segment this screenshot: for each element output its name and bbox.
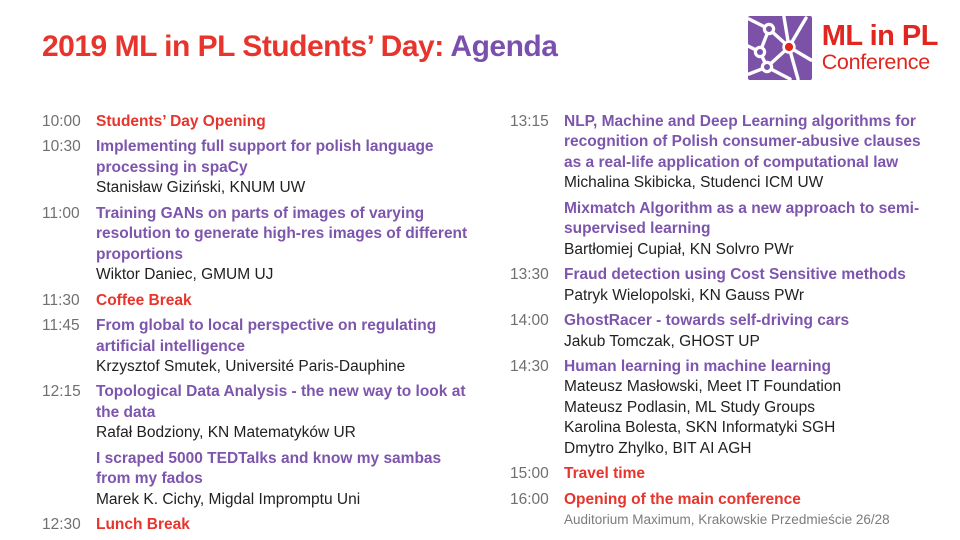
entry-time: 12:15 <box>42 383 81 401</box>
entry-title: Travel time <box>564 465 645 483</box>
slide-header <box>42 20 938 80</box>
agenda-entry <box>42 316 470 377</box>
entry-speaker: Marek K. Cichy, Migdal Impromptu Uni <box>96 490 361 508</box>
entry-speaker: Jakub Tomczak, GHOST UP <box>564 332 760 350</box>
entry-speaker: Mateusz Masłowski, Meet IT Foundation <box>564 378 842 396</box>
agenda-entry <box>42 291 470 311</box>
entry-time: 16:00 <box>510 490 549 508</box>
agenda-entry <box>42 204 470 286</box>
page-title-purple: Agenda <box>450 30 558 63</box>
agenda-entry <box>510 357 938 459</box>
entry-time: 14:00 <box>510 312 549 330</box>
agenda-column-right <box>510 112 938 540</box>
entry-title: Topological Data Analysis - the new way to look at the data <box>96 383 466 421</box>
entry-speaker: Krzysztof Smutek, Université Paris-Dauphine <box>96 357 406 375</box>
entry-title: I scraped 5000 TEDTalks and know my sambas from my fados <box>96 449 442 488</box>
agenda-entry <box>42 515 470 535</box>
agenda-column-left <box>42 112 470 540</box>
entry-speaker: Wiktor Daniec, GMUM UJ <box>96 266 274 284</box>
entry-time: 11:00 <box>42 204 80 222</box>
entry-speaker: Bartłomiej Cupiał, KN Solvro PWr <box>564 240 794 258</box>
agenda-entry <box>510 265 938 306</box>
agenda-entry <box>510 464 938 484</box>
entry-time <box>42 449 86 510</box>
entry-speaker: Dmytro Zhylko, BIT AI AGH <box>564 439 752 457</box>
entry-title: From global to local perspective on regulating artificial intelligence <box>96 317 437 355</box>
entry-time: 11:45 <box>42 317 80 335</box>
entry-speaker: Rafał Bodziony, KN Matematyków UR <box>96 424 356 442</box>
page-title-red: 2019 ML in PL Students’ Day: <box>42 30 451 63</box>
logo-text <box>822 22 938 74</box>
entry-speaker: Michalina Skibicka, Studenci ICM UW <box>564 174 824 192</box>
agenda-grid <box>42 112 938 540</box>
agenda-entry <box>510 199 938 260</box>
entry-title: Opening of the main conference <box>564 490 801 508</box>
entry-speaker: Mateusz Podlasin, ML Study Groups <box>564 398 815 416</box>
entry-title: Lunch Break <box>96 516 190 534</box>
entry-time: 13:15 <box>510 113 549 130</box>
entry-title: NLP, Machine and Deep Learning algorithms for recognition of Polish consumer-abusive clauses as a real-life application of computational law <box>564 113 921 171</box>
logo-subtitle: Conference <box>821 50 930 75</box>
entry-title: Students’ Day Opening <box>96 113 266 130</box>
entry-title: Fraud detection using Cost Sensitive methods <box>564 266 906 284</box>
entry-title: GhostRacer - towards self-driving cars <box>564 312 850 330</box>
agenda-entry <box>42 112 470 132</box>
entry-venue-note: Auditorium Maximum, Krakowskie Przedmieście 26/28 <box>564 512 890 528</box>
network-graph-icon <box>748 16 812 80</box>
entry-title: Coffee Break <box>96 291 192 309</box>
entry-title: Training GANs on parts of images of varying resolution to generate high-res images of different proportions <box>96 204 468 263</box>
entry-speaker: Stanisław Giziński, KNUM UW <box>96 179 306 197</box>
entry-title: Implementing full support for polish language processing in spaCy <box>96 138 434 176</box>
entry-time: 10:30 <box>42 138 81 156</box>
entry-speaker: Patryk Wielopolski, KN Gauss PWr <box>564 286 805 304</box>
entry-time: 12:30 <box>42 516 81 534</box>
agenda-entry <box>510 490 938 529</box>
entry-title: Mixmatch Algorithm as a new approach to semi-supervised learning <box>564 199 920 238</box>
agenda-entry <box>510 311 938 352</box>
page-title <box>42 30 557 65</box>
mlinpl-logo <box>748 16 938 80</box>
agenda-entry <box>42 382 470 443</box>
entry-time: 15:00 <box>510 465 549 483</box>
agenda-entry <box>510 112 938 194</box>
entry-time: 10:00 <box>42 113 81 130</box>
entry-time <box>510 199 554 260</box>
entry-title: Human learning in machine learning <box>564 357 831 375</box>
entry-speaker: Karolina Bolesta, SKN Informatyki SGH <box>564 419 836 437</box>
agenda-entry <box>42 449 470 510</box>
agenda-entry <box>42 137 470 198</box>
entry-time: 14:30 <box>510 357 549 375</box>
logo-title: ML in PL <box>821 20 938 53</box>
entry-time: 13:30 <box>510 266 549 284</box>
entry-time: 11:30 <box>42 291 80 309</box>
